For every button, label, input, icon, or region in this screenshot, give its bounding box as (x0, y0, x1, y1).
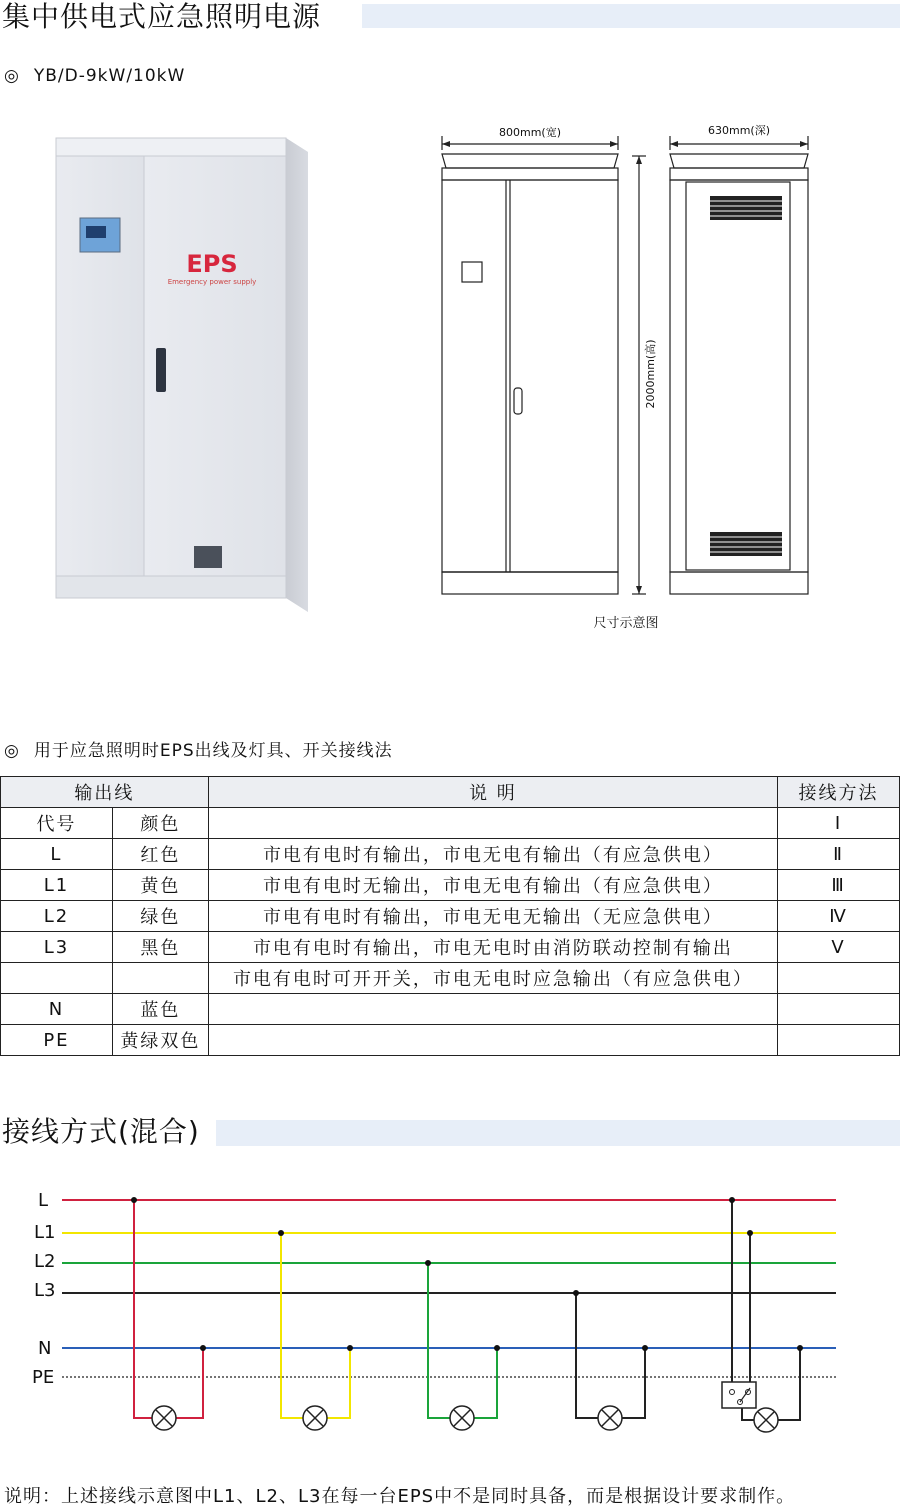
table-row (1, 994, 900, 1025)
cell-code: PE (1, 1025, 113, 1056)
subheader-desc (208, 808, 777, 839)
height-label: 2000mm(高) (644, 339, 657, 409)
cell-method: Ⅲ (778, 870, 900, 901)
cell-color: 黄绿双色 (112, 1025, 208, 1056)
cell-desc: 市电有电时有输出，市电无电时由消防联动控制有输出 (208, 932, 777, 963)
cell-method: Ⅱ (778, 839, 900, 870)
page-title: 集中供电式应急照明电源 (2, 0, 322, 33)
line-label-l1: L1 (34, 1222, 56, 1243)
diagram-caption: 尺寸示意图 (593, 616, 659, 631)
lamp-icon (598, 1406, 622, 1430)
cabinet-photo (50, 136, 312, 616)
header-method: 接线方法 (778, 777, 900, 808)
cell-code: N (1, 994, 113, 1025)
cell-code: L3 (1, 932, 113, 963)
cell-desc (208, 994, 777, 1025)
depth-label: 630mm(深) (707, 124, 771, 137)
cell-method (778, 1025, 900, 1056)
cell-method: Ⅴ (778, 932, 900, 963)
cell-desc: 市电有电时无输出，市电无电有输出（有应急供电） (208, 870, 777, 901)
table-row (1, 932, 900, 963)
lamp-icon (152, 1406, 176, 1430)
section-title: 用于应急照明时EPS出线及灯具、开关接线法 (33, 741, 393, 761)
width-label: 800mm(宽) (498, 126, 562, 139)
line-label-l3: L3 (34, 1280, 56, 1301)
section-wiring-table-title (4, 736, 393, 761)
cell-method: Ⅳ (778, 901, 900, 932)
cell-desc: 市电有电时有输出，市电无电有输出（有应急供电） (208, 839, 777, 870)
lamp-icon (754, 1408, 778, 1432)
model-text: YB/D-9kW/10kW (33, 66, 186, 86)
line-label-l2: L2 (34, 1251, 56, 1272)
cell-desc: 市电有电时可开开关，市电无电时应急输出（有应急供电） (208, 963, 777, 994)
subheader-color: 颜色 (112, 808, 208, 839)
header (0, 0, 900, 34)
header-desc: 说 明 (208, 777, 777, 808)
line-label-l: L (38, 1190, 49, 1211)
table-header-row (1, 777, 900, 808)
bullet-icon: ◎ (4, 66, 20, 86)
lamp-icon (303, 1406, 327, 1430)
switch-icon (722, 1382, 756, 1408)
header-output: 输出线 (1, 777, 209, 808)
bullet-icon: ◎ (4, 741, 20, 761)
cell-color: 红色 (112, 839, 208, 870)
section-schematic-title: 接线方式(混合) (2, 1115, 200, 1148)
table-row (1, 1025, 900, 1056)
cell-color: 黄色 (112, 870, 208, 901)
table-subheader-row (1, 808, 900, 839)
cell-code: L1 (1, 870, 113, 901)
footer-note: 说明：上述接线示意图中L1、L2、L3在每一台EPS中不是同时具备，而是根据设计要求制作。 (4, 1486, 796, 1507)
cell-desc: 市电有电时有输出，市电无电无输出（无应急供电） (208, 901, 777, 932)
wiring-schematic (0, 1180, 900, 1450)
title-band (216, 1120, 900, 1146)
line-label-pe: PE (32, 1367, 55, 1388)
wiring-table (0, 776, 900, 1056)
section-schematic-header (0, 1112, 900, 1152)
cell-method (778, 994, 900, 1025)
title-band (362, 4, 900, 28)
table-row (1, 870, 900, 901)
cell-color: 绿色 (112, 901, 208, 932)
dimension-diagram (420, 120, 840, 640)
cell-code: L2 (1, 901, 113, 932)
cell-code: L (1, 839, 113, 870)
subheader-method: Ⅰ (778, 808, 900, 839)
cell-color: 黑色 (112, 932, 208, 963)
line-label-n: N (38, 1338, 52, 1359)
model-line (4, 66, 185, 86)
eps-subtitle: Emergency power supply (167, 278, 257, 286)
table-row (1, 963, 900, 994)
junction-dots (131, 1197, 803, 1351)
cell-color (112, 963, 208, 994)
cell-code (1, 963, 113, 994)
table-row (1, 901, 900, 932)
cell-method (778, 963, 900, 994)
cell-color: 蓝色 (112, 994, 208, 1025)
table-row (1, 839, 900, 870)
subheader-code: 代号 (1, 808, 113, 839)
eps-brand: EPS (186, 250, 238, 278)
cell-desc (208, 1025, 777, 1056)
lamp-icon (450, 1406, 474, 1430)
